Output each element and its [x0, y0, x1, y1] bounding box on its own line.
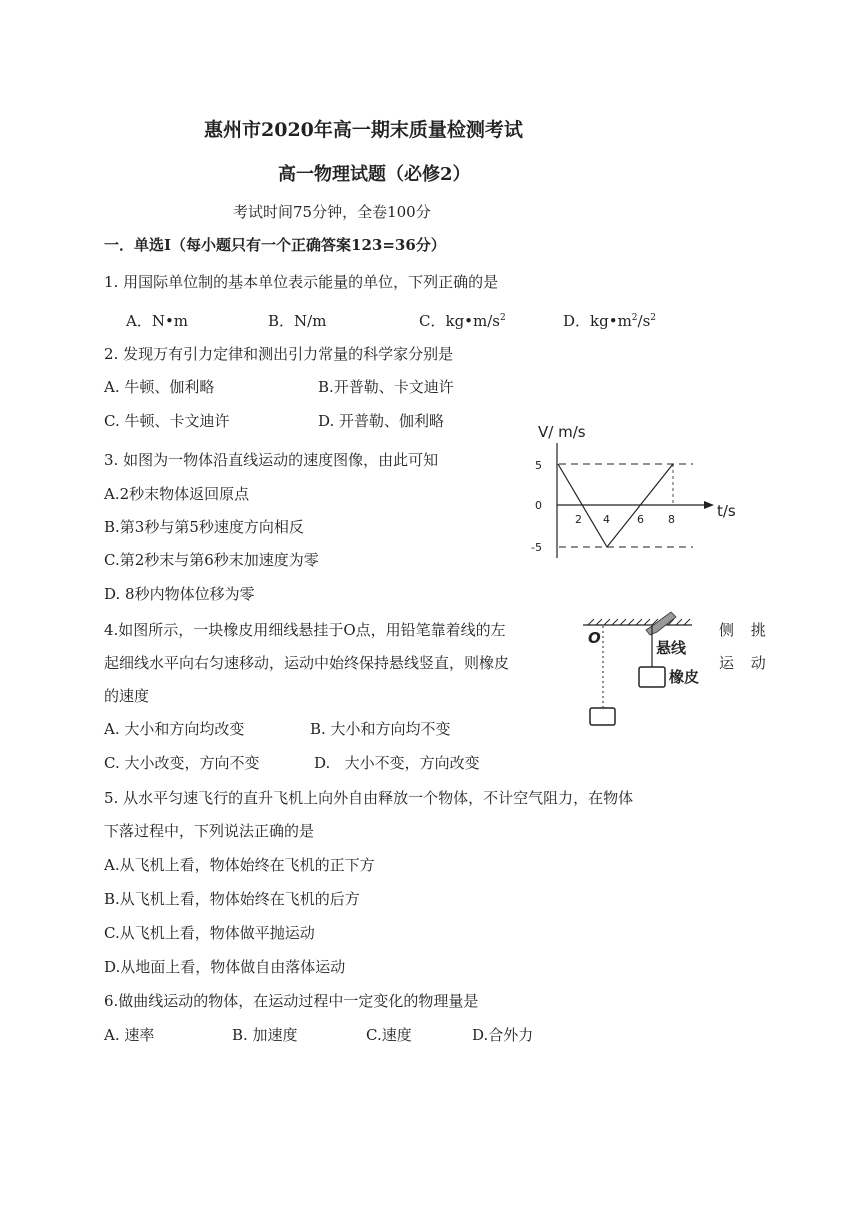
q3-option-d: D. 8秒内物体位移为零 — [104, 585, 255, 603]
eraser-pendulum-figure — [580, 610, 715, 732]
q6-option-d: D.合外力 — [472, 1026, 534, 1044]
q2-stem: 2. 发现万有引力定律和测出引力常量的科学家分别是 — [104, 345, 454, 363]
q5-option-b: B.从飞机上看，物体始终在飞机的后方 — [104, 890, 360, 908]
q4-stem-line2: 起细线水平向右匀速移动，运动中始终保持悬线竖直，则橡皮 — [104, 654, 510, 672]
q5-option-c: C.从飞机上看，物体做平抛运动 — [104, 924, 315, 942]
q1-stem: 1. 用国际单位制的基本单位表示能量的单位，下列正确的是 — [104, 273, 499, 291]
eraser-label: 橡皮 — [669, 668, 700, 686]
q4-option-c: C. 大小改变，方向不变 — [104, 754, 260, 772]
q2-option-d: D. 开普勒、伽利略 — [318, 412, 445, 430]
string-label: 悬线 — [656, 639, 687, 657]
ceiling-hatch — [588, 619, 690, 625]
initial-eraser — [590, 708, 615, 725]
graph-y-tick-minus5: -5 — [531, 541, 542, 554]
q4-stem-line1-tail: 侧 挑 — [719, 621, 766, 639]
graph-x-axis-arrow — [704, 501, 714, 509]
q5-option-a: A.从飞机上看，物体始终在飞机的正下方 — [104, 856, 375, 874]
q3-stem: 3. 如图为一物体沿直线运动的速度图像，由此可知 — [104, 451, 439, 469]
current-eraser — [639, 667, 665, 687]
q3-option-b: B.第3秒与第5秒速度方向相反 — [104, 518, 304, 536]
q6-stem: 6.做曲线运动的物体，在运动过程中一定变化的物理量是 — [104, 992, 479, 1010]
q1-option-c-text: C．kg•m/s — [419, 312, 500, 330]
q1-option-d-mid: /s — [637, 312, 651, 330]
q4-option-a: A. 大小和方向均改变 — [104, 720, 245, 738]
q2-option-b: B.开普勒、卡文迪许 — [318, 378, 454, 396]
q6-option-c: C.速度 — [366, 1026, 412, 1044]
q5-option-d: D.从地面上看，物体做自由落体运动 — [104, 958, 346, 976]
graph-x-tick-8: 8 — [668, 513, 675, 526]
q4-option-d: D. 大小不变，方向改变 — [314, 754, 480, 772]
graph-y-tick-5: 5 — [535, 459, 542, 472]
paper-subtitle: 高一物理试题（必修2） — [278, 164, 471, 185]
graph-y-tick-0: 0 — [535, 499, 542, 512]
graph-x-tick-6: 6 — [637, 513, 644, 526]
q1-option-c-exp: 2 — [500, 313, 506, 323]
q4-stem-line1: 4.如图所示，一块橡皮用细线悬挂于O点，用铅笔靠着线的左 — [104, 621, 506, 639]
q4-stem-line2-tail: 运 动 — [719, 654, 766, 672]
q2-option-a: A. 牛顿、伽利略 — [104, 378, 215, 396]
q2-option-c: C. 牛顿、卡文迪许 — [104, 412, 230, 430]
exam-title: 惠州市2020年高一期末质量检测考试 — [204, 119, 523, 141]
section-heading: 一．单选Ⅰ（每小题只有一个正确答案123=36分） — [104, 236, 446, 254]
graph-x-tick-4: 4 — [603, 513, 610, 526]
graph-x-axis-label: t/s — [717, 502, 736, 520]
q1-option-d — [563, 310, 656, 331]
q1-option-b: B．N/m — [268, 312, 327, 330]
q4-option-b: B. 大小和方向均不变 — [310, 720, 451, 738]
exam-info: 考试时间75分钟，全卷100分 — [233, 203, 431, 221]
q3-option-a: A.2秒末物体返回原点 — [104, 485, 250, 503]
graph-x-tick-2: 2 — [575, 513, 582, 526]
q1-option-a: A．N•m — [126, 312, 189, 330]
pencil-icon — [646, 612, 676, 635]
q1-option-d-text: D．kg•m — [563, 312, 632, 330]
q1-option-c — [419, 310, 506, 331]
q1-option-d-exp1: 2 — [631, 313, 638, 323]
q1-option-d-exp2: 2 — [650, 313, 657, 323]
q4-stem-line3: 的速度 — [104, 687, 150, 705]
q6-option-a: A. 速率 — [104, 1026, 155, 1044]
q6-option-b: B. 加速度 — [232, 1026, 298, 1044]
velocity-time-graph — [518, 418, 758, 568]
graph-y-axis-label: V/ m/s — [538, 423, 586, 441]
pivot-o-label: O — [588, 629, 601, 647]
q5-stem-line1: 5. 从水平匀速飞行的直升飞机上向外自由释放一个物体，不计空气阻力，在物体 — [104, 789, 634, 807]
q5-stem-line2: 下落过程中，下列说法正确的是 — [104, 822, 315, 840]
q3-option-c: C.第2秒末与第6秒末加速度为零 — [104, 551, 319, 569]
